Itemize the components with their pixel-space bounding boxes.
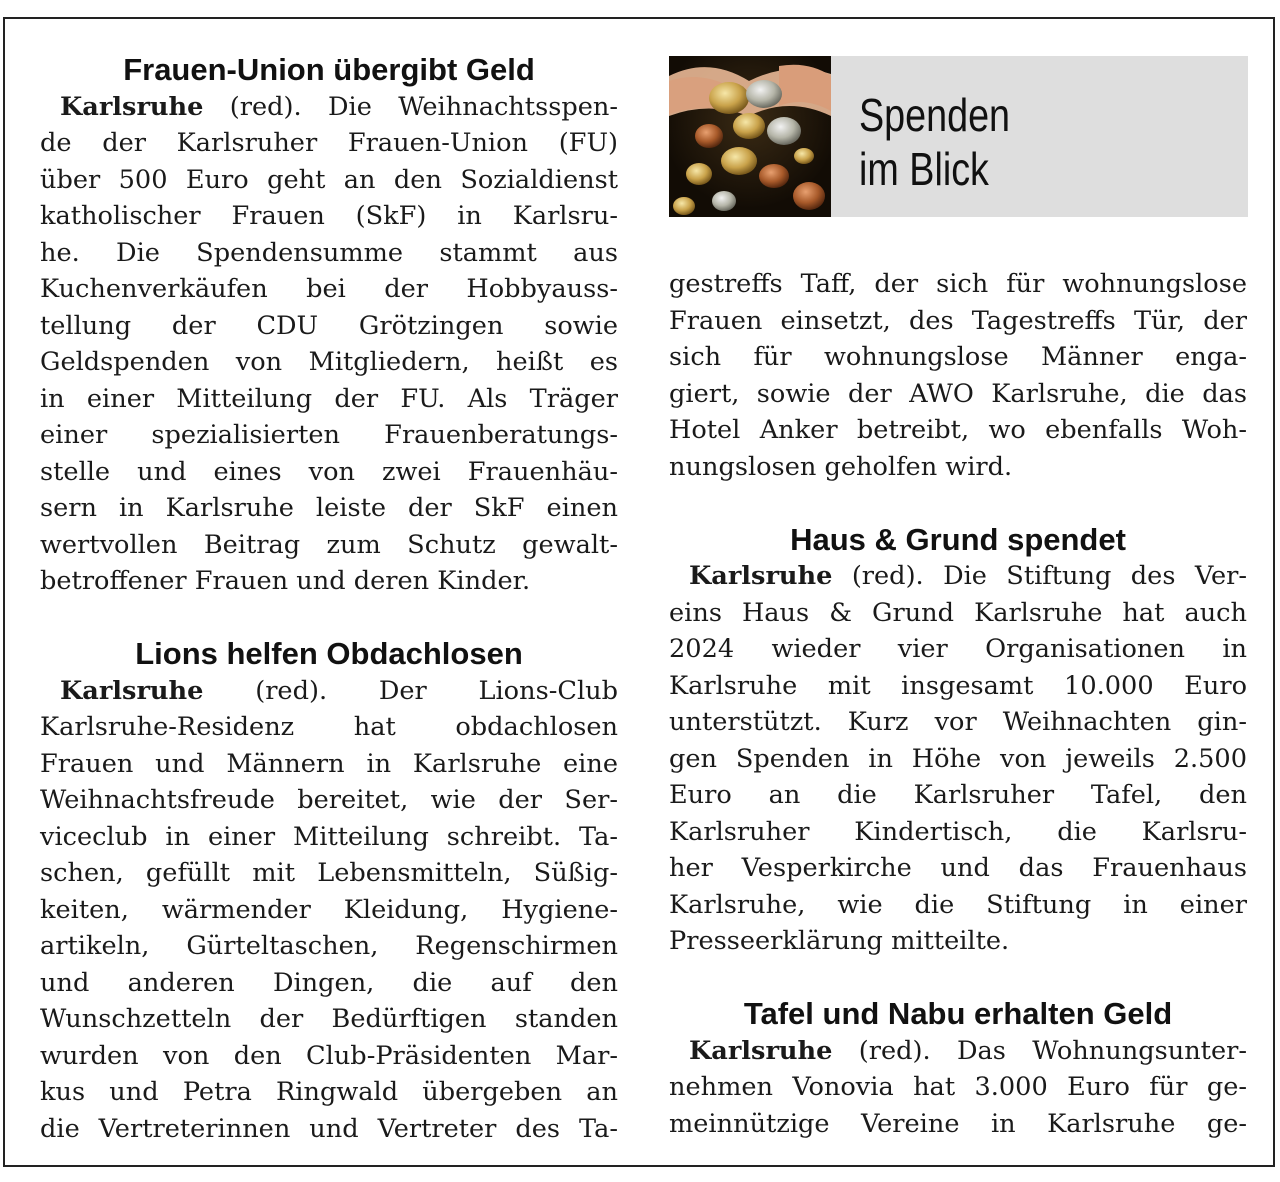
text-line: keiten, wärmender Kleidung, Hygiene- bbox=[40, 894, 618, 925]
text-line: betroffener Frauen und deren Kinder. bbox=[40, 566, 531, 596]
text-line: unterstützt. Kurz vor Weihnachten gin- bbox=[669, 707, 1247, 737]
text-line: Kuchenverkäufen bei der Hobbyauss- bbox=[40, 274, 618, 304]
text-line: Karlsruher Kindertisch, die Karlsru- bbox=[669, 816, 1247, 847]
text-line: he. Die Spendensumme stammt aus bbox=[40, 237, 618, 268]
text-line: (red). Das Wohnungsunter- bbox=[832, 1035, 1247, 1066]
text-line: Frauen und Männern in Karlsruhe eine bbox=[40, 748, 618, 779]
text-line: Karlsruhe, wie die Stiftung in einer bbox=[669, 889, 1247, 920]
text-line: gestreffs Taff, der sich für wohnungslose bbox=[669, 269, 1247, 299]
text-line: viceclub in einer Mitteilung schreibt. Ta- bbox=[40, 821, 618, 852]
section-title-line: im Blick bbox=[859, 143, 989, 195]
text-line: Geldspenden von Mitgliedern, heißt es bbox=[40, 347, 618, 377]
dateline-city: Karlsruhe bbox=[689, 561, 833, 591]
text-line: her Vesperkirche und das Frauenhaus bbox=[669, 853, 1247, 883]
text-line: Hotel Anker betreibt, wo ebenfalls Woh- bbox=[669, 415, 1247, 445]
text-line: gen Spenden in Höhe von jeweils 2.500 bbox=[669, 743, 1247, 774]
text-line: kus und Petra Ringwald übergeben an bbox=[40, 1077, 618, 1107]
text-line: über 500 Euro geht an den Sozialdienst bbox=[40, 164, 618, 195]
section-banner bbox=[669, 56, 1248, 217]
text-line: tellung der CDU Grötzingen sowie bbox=[40, 310, 618, 341]
dateline-city: Karlsruhe bbox=[60, 91, 204, 122]
text-line: Wunschzetteln der Bedürftigen standen bbox=[40, 1004, 618, 1034]
body-lions-continued bbox=[669, 266, 1247, 485]
left-column bbox=[40, 52, 618, 1147]
text-line: und anderen Dingen, die auf den bbox=[40, 967, 618, 998]
text-line: Karlsruhe mit insgesamt 10.000 Euro bbox=[669, 670, 1247, 701]
text-line: einer spezialisierten Frauenberatungs- bbox=[40, 420, 618, 450]
text-line: stelle und eines von zwei Frauenhäu- bbox=[40, 456, 618, 487]
coins-in-hands-icon bbox=[669, 56, 831, 217]
text-line: giert, sowie der AWO Karlsruhe, die das bbox=[669, 378, 1247, 409]
spacer bbox=[40, 600, 618, 637]
section-title-line: Spenden bbox=[859, 89, 1011, 141]
text-line: nungslosen geholfen wird. bbox=[669, 451, 1013, 482]
text-line: Frauen einsetzt, des Tagestreffs Tür, der bbox=[669, 305, 1247, 336]
text-line: schen, gefüllt mit Lebensmitteln, Süßig- bbox=[40, 858, 618, 888]
text-line: (red). Der Lions-Club bbox=[203, 675, 618, 706]
headline-lions: Lions helfen Obdachlosen bbox=[135, 636, 523, 671]
text-line: Karlsruhe-Residenz hat obdachlosen bbox=[40, 712, 618, 742]
body-lions bbox=[40, 673, 618, 1148]
text-line: wertvollen Beitrag zum Schutz gewalt- bbox=[40, 529, 618, 560]
dateline-city: Karlsruhe bbox=[689, 1035, 833, 1066]
text-line: eins Haus & Grund Karlsruhe hat auch bbox=[669, 597, 1247, 628]
headline-tafel-nabu: Tafel und Nabu erhalten Geld bbox=[743, 996, 1173, 1031]
body-frauen-union bbox=[40, 89, 618, 600]
text-line: Presseerklärung mitteilte. bbox=[669, 926, 1010, 956]
text-line: (red). Die Stiftung des Ver- bbox=[832, 561, 1247, 591]
dateline-city: Karlsruhe bbox=[60, 675, 204, 706]
headline-frauen-union: Frauen-Union übergibt Geld bbox=[123, 52, 535, 87]
text-line: nehmen Vonovia hat 3.000 Euro für ge- bbox=[669, 1072, 1247, 1102]
text-line: sich für wohnungslose Männer enga- bbox=[669, 342, 1247, 372]
text-line: (red). Die Weihnachtsspen- bbox=[203, 91, 618, 122]
spacer bbox=[669, 485, 1247, 522]
spacer bbox=[669, 960, 1247, 997]
text-line: meinnützige Vereine in Karlsruhe ge- bbox=[669, 1108, 1247, 1139]
headline-haus-grund: Haus & Grund spendet bbox=[790, 521, 1126, 557]
body-haus-grund bbox=[669, 558, 1247, 960]
text-line: Euro an die Karlsruher Tafel, den bbox=[669, 780, 1247, 810]
text-line: 2024 wieder vier Organisationen in bbox=[669, 634, 1247, 664]
text-line: die Vertreterinnen und Vertreter des Ta- bbox=[40, 1113, 618, 1144]
text-line: artikeln, Gürteltaschen, Regenschirmen bbox=[40, 931, 618, 961]
text-line: de der Karlsruher Frauen-Union (FU) bbox=[40, 128, 618, 158]
text-line: katholischer Frauen (SkF) in Karlsru- bbox=[40, 201, 618, 231]
coins-image bbox=[669, 56, 831, 217]
text-line: Weihnachtsfreude bereitet, wie der Ser- bbox=[40, 785, 618, 815]
body-tafel-nabu bbox=[669, 1033, 1247, 1143]
text-line: in einer Mitteilung der FU. Als Träger bbox=[40, 383, 618, 414]
text-line: wurden von den Club-Präsidenten Mar- bbox=[40, 1040, 618, 1071]
right-column bbox=[669, 266, 1247, 1142]
section-title bbox=[859, 88, 1010, 196]
text-line: sern in Karlsruhe leiste der SkF einen bbox=[40, 493, 618, 523]
